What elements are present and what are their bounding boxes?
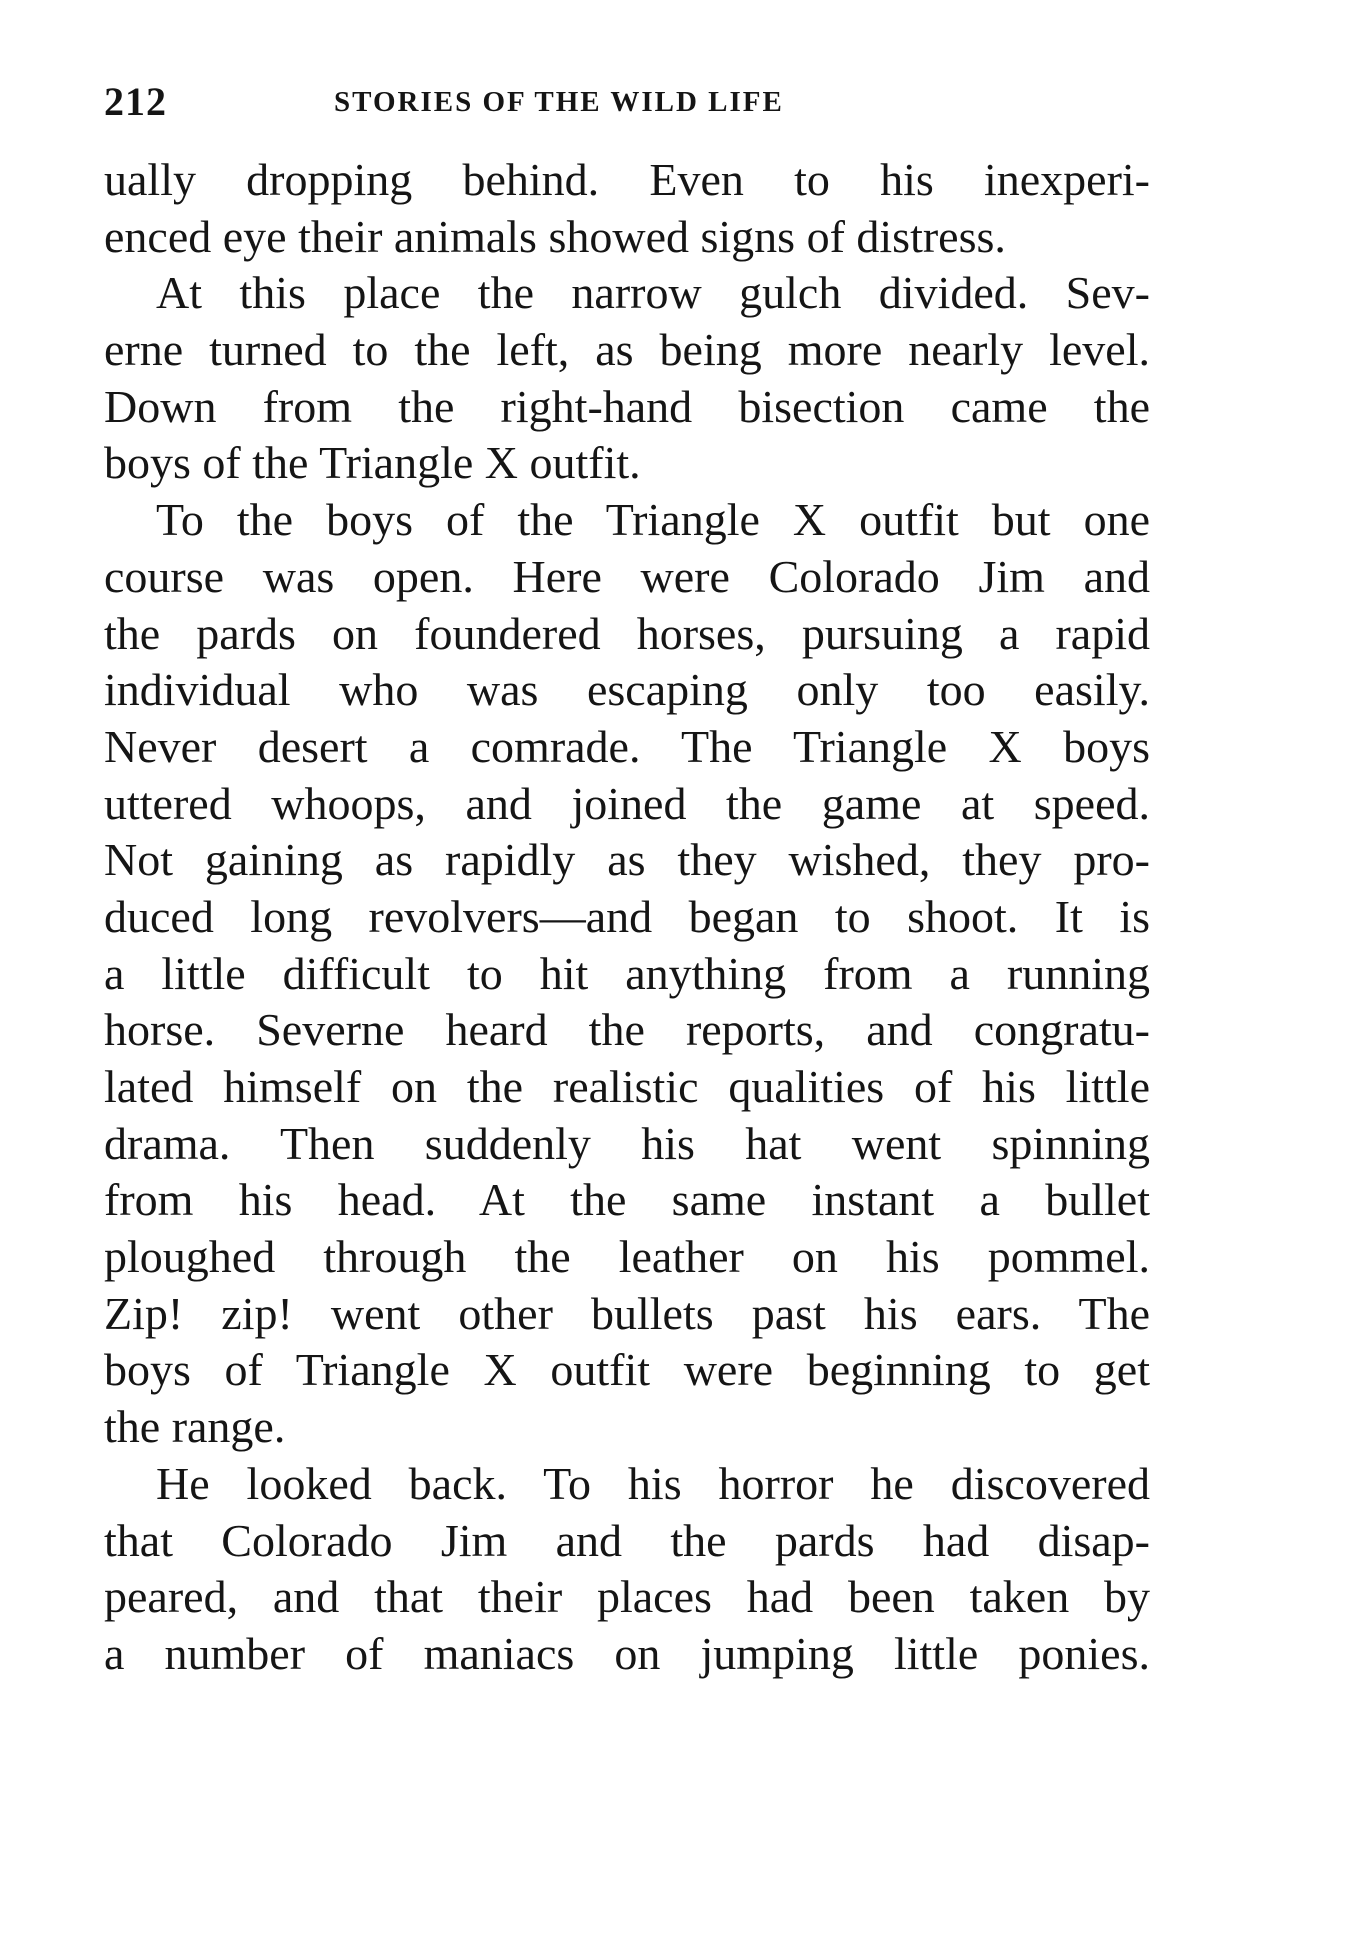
text-line: a number of maniacs on jumping little ponies. bbox=[104, 1627, 1150, 1679]
text-line: erne turned to the left, as being more nearly level. bbox=[104, 324, 1150, 376]
text-line: the range. bbox=[104, 1401, 286, 1453]
text-line: peared, and that their places had been taken by bbox=[104, 1571, 1150, 1623]
text-line: Not gaining as rapidly as they wished, they pro- bbox=[104, 834, 1150, 886]
text-line: drama. Then suddenly his hat went spinning bbox=[104, 1117, 1150, 1169]
text-line: At this place the narrow gulch divided. Sev- bbox=[156, 267, 1150, 319]
text-line: ually dropping behind. Even to his inexperi- bbox=[104, 154, 1150, 205]
text-line: from his head. At the same instant a bullet bbox=[104, 1174, 1150, 1226]
paragraph bbox=[104, 265, 1150, 492]
paragraph bbox=[104, 152, 1150, 265]
page-number: 212 bbox=[104, 79, 167, 124]
text-line: To the boys of the Triangle X outfit but one bbox=[156, 494, 1150, 546]
text-line: Down from the right-hand bisection came the bbox=[104, 380, 1150, 432]
text-line: that Colorado Jim and the pards had disap- bbox=[104, 1514, 1150, 1566]
text-line: a little difficult to hit anything from a running bbox=[104, 947, 1150, 999]
text-line: Never desert a comrade. The Triangle X boys bbox=[104, 720, 1150, 772]
text-line: Zip! zip! went other bullets past his ears. The bbox=[104, 1287, 1150, 1339]
text-line: horse. Severne heard the reports, and congratu- bbox=[104, 1004, 1150, 1056]
text-line: enced eye their animals showed signs of distress. bbox=[104, 210, 1006, 262]
text-line: He looked back. To his horror he discovered bbox=[156, 1457, 1150, 1509]
text-line: uttered whoops, and joined the game at speed. bbox=[104, 777, 1150, 829]
paragraph bbox=[104, 492, 1150, 1456]
text-line: boys of Triangle X outfit were beginning to get bbox=[104, 1344, 1150, 1396]
text-line: duced long revolvers—and began to shoot. It is bbox=[104, 890, 1150, 942]
text-line: course was open. Here were Colorado Jim and bbox=[104, 550, 1150, 602]
running-head bbox=[104, 78, 1150, 138]
text-line: ploughed through the leather on his pommel. bbox=[104, 1231, 1150, 1283]
body-text bbox=[104, 152, 1150, 1683]
text-line: lated himself on the realistic qualities of his little bbox=[104, 1061, 1150, 1112]
running-title: STORIES OF THE WILD LIFE bbox=[334, 86, 784, 118]
text-line: boys of the Triangle X outfit. bbox=[104, 437, 641, 489]
text-line: the pards on foundered horses, pursuing a rapid bbox=[104, 607, 1150, 659]
paragraph bbox=[104, 1456, 1150, 1683]
text-line: individual who was escaping only too easily. bbox=[104, 664, 1150, 716]
